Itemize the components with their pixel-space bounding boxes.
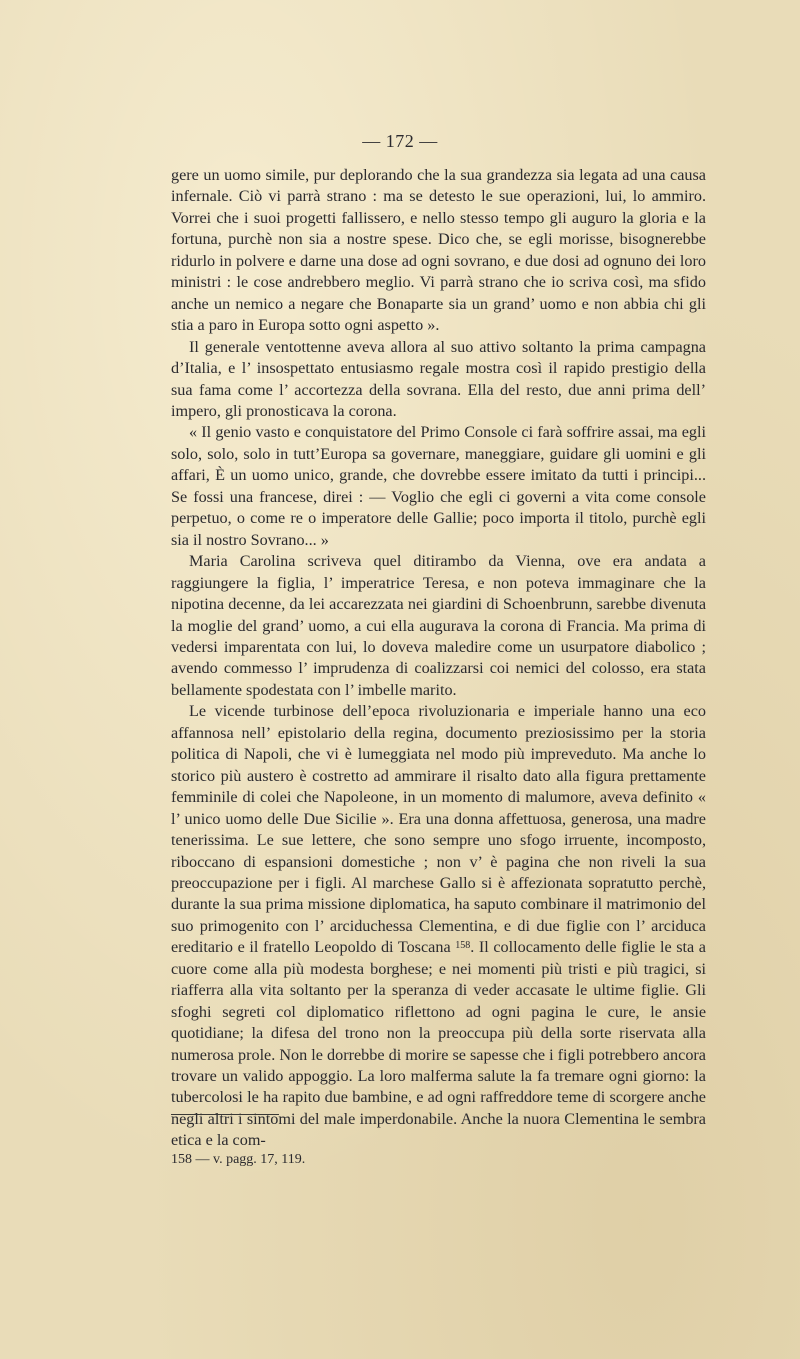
paragraph: Il generale ventottenne aveva allora al suo attivo soltanto la prima campagna d’Italia, e l’ insospettato entusiasmo regale mostra così il rapido prestigio della sua fama come l’ accortezza della sovrana. Ella del resto, due anni prima dell’ impero, gli pronosticava la corona. (171, 337, 706, 420)
paragraph-text: Le vicende turbinose dell’epoca rivoluzionaria e imperiale hanno una eco affannosa nell’ epistolario della regina, documento preziosissimo per la storia politica di Napoli, che vi è lumeggiata nel modo più impreveduto. Ma anche lo storico più austero è costretto ad ammirare il risalto dato alla figura prettamente femminile di colei che Napoleone, in un momento di malumore, aveva definito « l’ unico uomo delle Due Sicilie ». Era una donna affettuosa, generosa, una madre tenerissima. Le sue lettere, che sono sempre uno sfogo irruente, incomposto, riboccano di espansioni domestiche ; non v’ è pagina che non riveli la sua preoccupazione per i figli. Al marchese Gallo si è affezionata sopratutto perchè, durante la sua prima missione diplomatica, ha saputo combinare il matrimonio del suo primogenito con l’ arciduchessa Clementina, e di due figlie con l’ arciduca ereditario e il fratello Leopoldo di Toscana (171, 702, 706, 957)
paragraph-text-continued: . Il collocamento delle figlie le sta a cuore come alla più modesta borghese; e nei momenti più tristi e più tragici, si riafferra alla vita soltanto per la speranza di veder accasate le ultime figlie. Gli sfoghi segreti col diplomatico riflettono ad ogni pagina le cure, le ansie quotidiane; la difesa del trono non la preoccupa più della sorte riservata alla numerosa prole. Non le dorrebbe di morire se sapesse che i figli potrebbero ancora trovare un valido appoggio. La loro malferma salute la fa tremare ogni giorno: la tubercolosi le ha rapito due bambine, e ad ogni raffreddore teme di scorgere anche negli altri i sintomi del male imperdonabile. Anche la nuora Clementina le sembra etica e la com- (171, 938, 706, 1150)
paragraph (171, 701, 706, 1152)
body-text (171, 165, 706, 1152)
paragraph: Maria Carolina scriveva quel ditirambo da Vienna, ove era andata a raggiungere la figlia, l’ imperatrice Teresa, e non poteva immaginare che la nipotina decenne, da lei accarezzata nei giardini di Schoenbrunn, sarebbe divenuta la moglie del grand’ uomo, a cui ella augurava la corona di Francia. Ma prima di vedersi imparentata con lui, lo doveva maledire come un usurpatore diabolico ; avendo commesso l’ imprudenza di coalizzarsi coi nemici del colosso, era stata bellamente spodestata con l’ imbelle marito. (171, 552, 706, 699)
page-number: — 172 — (362, 131, 438, 151)
footnote: 158 — v. pagg. 17, 119. (171, 1152, 306, 1167)
paragraph: « Il genio vasto e conquistatore del Primo Console ci farà soffrire assai, ma egli solo, solo, solo in tutt’Europa sa governare, maneggiare, guidare gli uomini e gli affari, È un uomo unico, grande, che dovrebbe essere imitato da tutti i principi... Se fossi una francese, direi : — Voglio che egli ci governi a vita come console perpetuo, o come re o imperatore delle Gallie; poco importa il titolo, purchè egli sia il nostro Sovrano... » (171, 423, 706, 549)
paragraph: gere un uomo simile, pur deplorando che la sua grandezza sia legata ad una causa infernale. Ciò vi parrà strano : ma se detesto le sue operazioni, lui, lo ammiro. Vorrei che i suoi progetti fallissero, e nello stesso tempo gli auguro la gloria e la fortuna, purchè non sia a nostre spese. Dico che, se egli morisse, bisognerebbe ridurlo in polvere e darne una dose ad ogni sovrano, e due dosi ad ognuno dei loro ministri : le cose andrebbero meglio. Vi parrà strano che io scriva così, ma sfido anche un nemico a negare che Bonaparte sia un grand’ uomo e non abbia chi gli stia a paro in Europa sotto ogni aspetto ». (171, 166, 706, 335)
footnote-reference[interactable]: 158 (455, 940, 471, 952)
footnote-divider (171, 1114, 279, 1115)
